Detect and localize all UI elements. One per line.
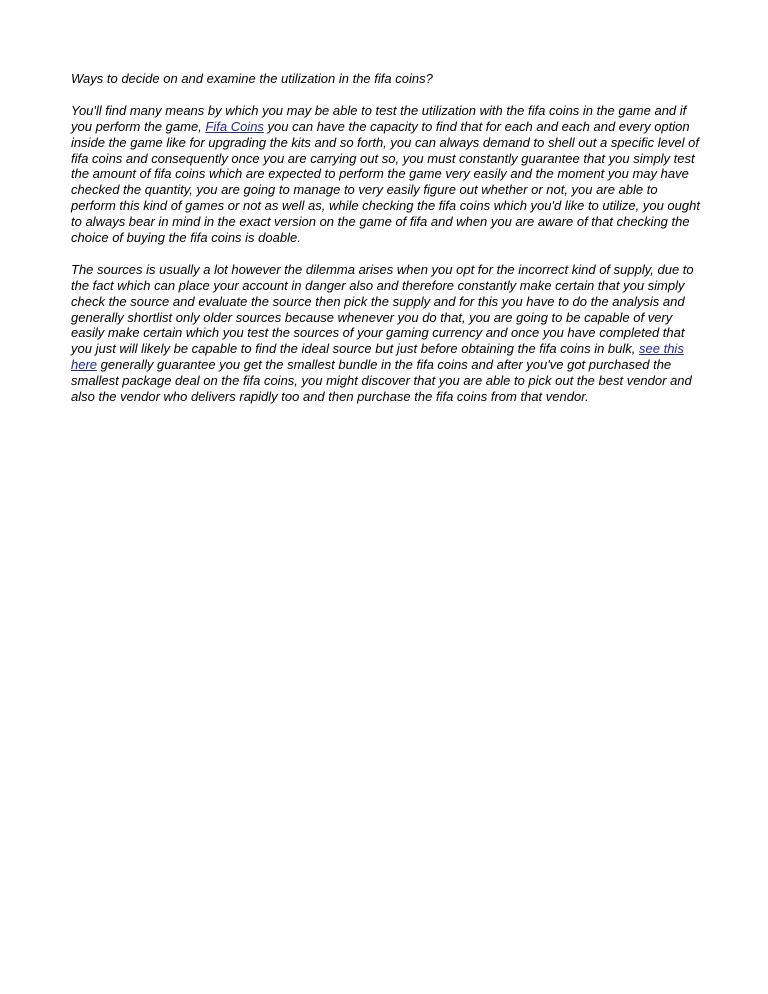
paragraph-2: [71, 262, 701, 405]
document-body: [71, 71, 701, 421]
paragraph-1: [71, 103, 701, 246]
paragraph-1-text-before: You'll find many means by which you may be able to test the utilization with the fifa coins in the game and if you perform the game,: [71, 102, 687, 134]
fifa-coins-link[interactable]: Fifa Coins: [205, 118, 264, 134]
document-title-line: Ways to decide on and examine the utilization in the fifa coins?: [71, 71, 433, 86]
paragraph-1-text-after: you can have the capacity to find that for each and each and every option inside the game like for upgrading the kits and so forth, you can always demand to shell out a specific level of fifa coins and consequently once you are carrying out so, you must constantly guarantee that you simply test the amount of fifa coins which are expected to perform the game very easily and the moment you may have checked the quantity, you are going to manage to very easily figure out whether or not, you are able to perform this kind of games or not as well as, while checking the fifa coins which you'd like to utilize, you ought to always bear in mind in the exact version on the game of fifa and when you are aware of that checking the choice of buying the fifa coins is doable.: [71, 118, 700, 246]
paragraph-2-text-before: The sources is usually a lot however the dilemma arises when you opt for the incorrect kind of supply, due to the fact which can place your account in danger also and therefore constantly make certain that you simply check the source and evaluate the source then pick the supply and for this you have to do the analysis and generally shortlist only older sources because whenever you do that, you are going to be capable of very easily make certain which you test the sources of your gaming currency and once you have completed that you just will likely be capable to find the ideal source but just before obtaining the fifa coins in bulk,: [71, 261, 694, 357]
paragraph-2-text-after: generally guarantee you get the smallest bundle in the fifa coins and after you've got purchased the smallest package deal on the fifa coins, you might discover that you are able to pick out the best vendor and also the vendor who delivers rapidly too and then purchase the fifa coins from that vendor.: [71, 357, 692, 405]
see-this-here-link[interactable]: see this here: [71, 341, 684, 373]
